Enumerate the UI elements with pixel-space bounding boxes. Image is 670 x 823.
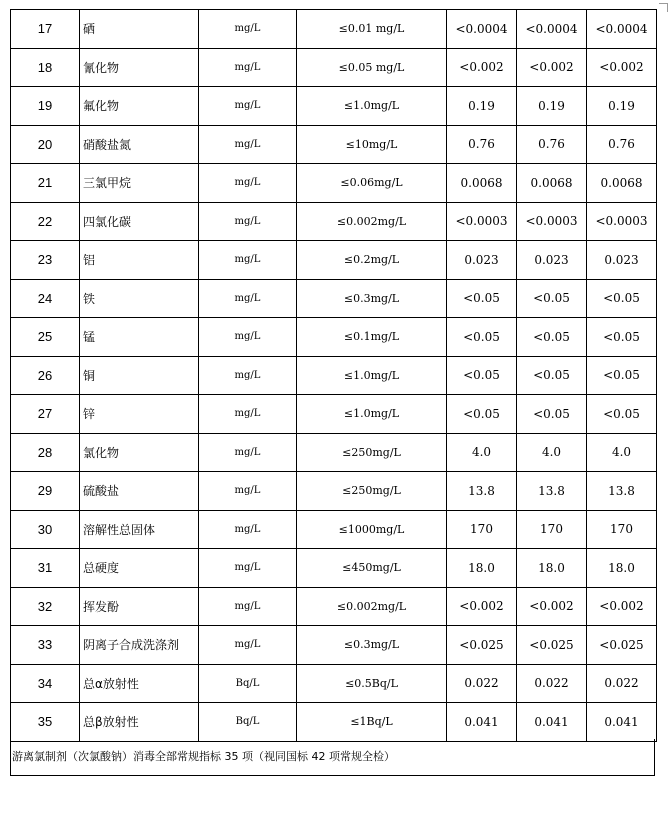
table-row xyxy=(11,664,657,703)
standard-limit: ≤0.06mg/L xyxy=(297,164,447,203)
unit-cell: mg/L xyxy=(199,395,297,434)
result-2: <0.05 xyxy=(517,318,587,357)
result-1: 18.0 xyxy=(447,549,517,588)
unit-cell: mg/L xyxy=(199,241,297,280)
row-number: 25 xyxy=(11,318,80,357)
result-2: 0.022 xyxy=(517,664,587,703)
item-name: 锌 xyxy=(80,395,199,434)
result-2: <0.002 xyxy=(517,587,587,626)
result-3: 4.0 xyxy=(587,433,657,472)
item-name: 氯化物 xyxy=(80,433,199,472)
result-3: 0.022 xyxy=(587,664,657,703)
row-number: 24 xyxy=(11,279,80,318)
table-row xyxy=(11,395,657,434)
result-1: <0.002 xyxy=(447,48,517,87)
unit-cell: mg/L xyxy=(199,472,297,511)
result-1: 170 xyxy=(447,510,517,549)
unit-cell: mg/L xyxy=(199,202,297,241)
standard-limit: ≤250mg/L xyxy=(297,433,447,472)
unit-cell: mg/L xyxy=(199,279,297,318)
unit-cell: mg/L xyxy=(199,356,297,395)
result-3: <0.05 xyxy=(587,395,657,434)
table-row xyxy=(11,472,657,511)
result-2: <0.05 xyxy=(517,395,587,434)
result-1: 0.022 xyxy=(447,664,517,703)
standard-limit: ≤250mg/L xyxy=(297,472,447,511)
row-number: 31 xyxy=(11,549,80,588)
result-1: 0.76 xyxy=(447,125,517,164)
row-number: 20 xyxy=(11,125,80,164)
result-3: <0.002 xyxy=(587,48,657,87)
result-3: <0.025 xyxy=(587,626,657,665)
standard-limit: ≤0.3mg/L xyxy=(297,626,447,665)
row-number: 26 xyxy=(11,356,80,395)
result-2: 0.19 xyxy=(517,87,587,126)
unit-cell: mg/L xyxy=(199,626,297,665)
row-number: 32 xyxy=(11,587,80,626)
footnote: 游离氯制剂（次氯酸钠）消毒全部常规指标 35 项（视同国标 42 项常规全检） xyxy=(10,739,655,776)
result-2: 0.023 xyxy=(517,241,587,280)
unit-cell: mg/L xyxy=(199,318,297,357)
row-number: 19 xyxy=(11,87,80,126)
row-number: 35 xyxy=(11,703,80,742)
result-1: 4.0 xyxy=(447,433,517,472)
row-number: 30 xyxy=(11,510,80,549)
result-3: <0.0003 xyxy=(587,202,657,241)
standard-limit: ≤10mg/L xyxy=(297,125,447,164)
table-row xyxy=(11,549,657,588)
item-name: 氟化物 xyxy=(80,87,199,126)
row-number: 18 xyxy=(11,48,80,87)
result-1: <0.025 xyxy=(447,626,517,665)
test-results-table xyxy=(10,9,657,742)
table-row xyxy=(11,87,657,126)
item-name: 硫酸盐 xyxy=(80,472,199,511)
table-row xyxy=(11,241,657,280)
unit-cell: mg/L xyxy=(199,510,297,549)
result-3: <0.0004 xyxy=(587,10,657,49)
result-3: <0.05 xyxy=(587,318,657,357)
row-number: 27 xyxy=(11,395,80,434)
table-row xyxy=(11,587,657,626)
result-2: <0.05 xyxy=(517,356,587,395)
table-row xyxy=(11,48,657,87)
row-number: 23 xyxy=(11,241,80,280)
unit-cell: mg/L xyxy=(199,433,297,472)
standard-limit: ≤0.5Bq/L xyxy=(297,664,447,703)
item-name: 铜 xyxy=(80,356,199,395)
unit-cell: mg/L xyxy=(199,549,297,588)
result-1: <0.05 xyxy=(447,279,517,318)
standard-limit: ≤0.002mg/L xyxy=(297,587,447,626)
table-row xyxy=(11,510,657,549)
result-3: 0.0068 xyxy=(587,164,657,203)
item-name: 四氯化碳 xyxy=(80,202,199,241)
table-body xyxy=(11,10,657,742)
result-2: <0.0003 xyxy=(517,202,587,241)
result-3: 170 xyxy=(587,510,657,549)
result-3: 0.76 xyxy=(587,125,657,164)
standard-limit: ≤0.01 mg/L xyxy=(297,10,447,49)
result-1: <0.0004 xyxy=(447,10,517,49)
standard-limit: ≤1.0mg/L xyxy=(297,356,447,395)
result-2: 170 xyxy=(517,510,587,549)
row-number: 29 xyxy=(11,472,80,511)
standard-limit: ≤450mg/L xyxy=(297,549,447,588)
result-3: 0.023 xyxy=(587,241,657,280)
table-row xyxy=(11,356,657,395)
result-1: 0.041 xyxy=(447,703,517,742)
result-1: 0.0068 xyxy=(447,164,517,203)
item-name: 挥发酚 xyxy=(80,587,199,626)
result-2: <0.002 xyxy=(517,48,587,87)
item-name: 硒 xyxy=(80,10,199,49)
unit-cell: mg/L xyxy=(199,48,297,87)
item-name: 总α放射性 xyxy=(80,664,199,703)
result-3: 18.0 xyxy=(587,549,657,588)
result-1: 0.023 xyxy=(447,241,517,280)
table-row xyxy=(11,703,657,742)
row-number: 33 xyxy=(11,626,80,665)
standard-limit: ≤1Bq/L xyxy=(297,703,447,742)
item-name: 溶解性总固体 xyxy=(80,510,199,549)
result-2: 13.8 xyxy=(517,472,587,511)
result-1: <0.05 xyxy=(447,318,517,357)
result-3: <0.05 xyxy=(587,356,657,395)
unit-cell: Bq/L xyxy=(199,703,297,742)
table-row xyxy=(11,202,657,241)
result-2: 18.0 xyxy=(517,549,587,588)
standard-limit: ≤1.0mg/L xyxy=(297,395,447,434)
result-2: 0.0068 xyxy=(517,164,587,203)
item-name: 铁 xyxy=(80,279,199,318)
item-name: 锰 xyxy=(80,318,199,357)
result-3: <0.002 xyxy=(587,587,657,626)
item-name: 铝 xyxy=(80,241,199,280)
item-name: 阴离子合成洗涤剂 xyxy=(80,626,199,665)
unit-cell: mg/L xyxy=(199,164,297,203)
item-name: 硝酸盐氮 xyxy=(80,125,199,164)
standard-limit: ≤0.05 mg/L xyxy=(297,48,447,87)
result-1: 0.19 xyxy=(447,87,517,126)
result-2: 0.041 xyxy=(517,703,587,742)
row-number: 22 xyxy=(11,202,80,241)
result-1: <0.05 xyxy=(447,356,517,395)
table-row xyxy=(11,318,657,357)
unit-cell: Bq/L xyxy=(199,664,297,703)
table-row xyxy=(11,125,657,164)
result-3: 13.8 xyxy=(587,472,657,511)
table-row xyxy=(11,626,657,665)
unit-cell: mg/L xyxy=(199,87,297,126)
result-1: 13.8 xyxy=(447,472,517,511)
table-row xyxy=(11,10,657,49)
result-1: <0.05 xyxy=(447,395,517,434)
result-1: <0.002 xyxy=(447,587,517,626)
row-number: 34 xyxy=(11,664,80,703)
standard-limit: ≤0.002mg/L xyxy=(297,202,447,241)
item-name: 总硬度 xyxy=(80,549,199,588)
item-name: 三氯甲烷 xyxy=(80,164,199,203)
result-1: <0.0003 xyxy=(447,202,517,241)
result-3: 0.041 xyxy=(587,703,657,742)
result-2: 4.0 xyxy=(517,433,587,472)
item-name: 氰化物 xyxy=(80,48,199,87)
result-2: <0.025 xyxy=(517,626,587,665)
table-row xyxy=(11,433,657,472)
standard-limit: ≤0.1mg/L xyxy=(297,318,447,357)
result-3: 0.19 xyxy=(587,87,657,126)
table-row xyxy=(11,279,657,318)
standard-limit: ≤0.3mg/L xyxy=(297,279,447,318)
unit-cell: mg/L xyxy=(199,10,297,49)
item-name: 总β放射性 xyxy=(80,703,199,742)
row-number: 21 xyxy=(11,164,80,203)
row-number: 28 xyxy=(11,433,80,472)
row-number: 17 xyxy=(11,10,80,49)
unit-cell: mg/L xyxy=(199,587,297,626)
result-2: <0.05 xyxy=(517,279,587,318)
page-corner-mark xyxy=(659,3,668,12)
standard-limit: ≤1000mg/L xyxy=(297,510,447,549)
unit-cell: mg/L xyxy=(199,125,297,164)
result-3: <0.05 xyxy=(587,279,657,318)
result-2: 0.76 xyxy=(517,125,587,164)
result-2: <0.0004 xyxy=(517,10,587,49)
table-row xyxy=(11,164,657,203)
standard-limit: ≤1.0mg/L xyxy=(297,87,447,126)
standard-limit: ≤0.2mg/L xyxy=(297,241,447,280)
